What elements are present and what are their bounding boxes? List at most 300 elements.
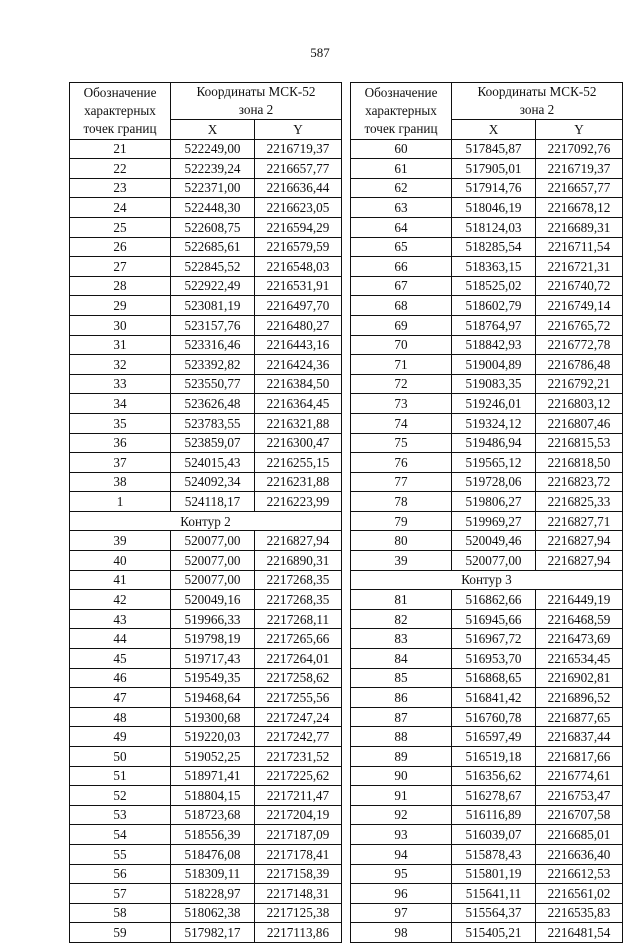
table-row — [351, 355, 623, 375]
table-row — [70, 864, 342, 884]
point-cell: 59 — [70, 923, 171, 943]
point-cell: 54 — [70, 825, 171, 845]
point-cell: 75 — [351, 433, 452, 453]
table-row — [351, 472, 623, 492]
point-cell: 91 — [351, 786, 452, 806]
y-coordinate-cell: 2216424,36 — [255, 355, 342, 375]
x-coordinate-cell: 519220,03 — [171, 727, 255, 747]
table-row — [351, 688, 623, 708]
point-cell: 79 — [351, 511, 452, 531]
y-coordinate-cell: 2216786,48 — [536, 355, 623, 375]
table-row — [351, 649, 623, 669]
point-cell: 22 — [70, 159, 171, 179]
x-coordinate-cell: 516278,67 — [452, 786, 536, 806]
x-coordinate-cell: 519966,33 — [171, 609, 255, 629]
x-coordinate-cell: 524092,34 — [171, 472, 255, 492]
coordinate-system-header: Координаты МСК-52 зона 2 — [452, 83, 623, 120]
y-coordinate-cell: 2216890,31 — [255, 551, 342, 571]
table-row — [351, 747, 623, 767]
x-coordinate-cell: 518525,02 — [452, 276, 536, 296]
y-coordinate-cell: 2216685,01 — [536, 825, 623, 845]
x-coordinate-cell: 520077,00 — [171, 551, 255, 571]
x-coordinate-cell: 518285,54 — [452, 237, 536, 257]
page-number: 587 — [310, 45, 330, 60]
x-coordinate-cell: 523626,48 — [171, 394, 255, 414]
point-cell: 72 — [351, 374, 452, 394]
x-coordinate-cell: 519468,64 — [171, 688, 255, 708]
table-row — [70, 551, 342, 571]
y-coordinate-cell: 2216753,47 — [536, 786, 623, 806]
x-column-header: X — [452, 120, 536, 140]
x-coordinate-cell: 518062,38 — [171, 903, 255, 923]
y-coordinate-cell: 2216827,94 — [536, 531, 623, 551]
x-coordinate-cell: 518602,79 — [452, 296, 536, 316]
table-row — [70, 315, 342, 335]
table-row — [351, 707, 623, 727]
x-coordinate-cell: 518124,03 — [452, 217, 536, 237]
x-coordinate-cell: 518723,68 — [171, 805, 255, 825]
table-row — [70, 257, 342, 277]
point-cell: 90 — [351, 766, 452, 786]
y-coordinate-cell: 2216321,88 — [255, 413, 342, 433]
point-cell: 61 — [351, 159, 452, 179]
y-coordinate-cell: 2216579,59 — [255, 237, 342, 257]
point-cell: 62 — [351, 178, 452, 198]
point-cell: 41 — [70, 570, 171, 590]
x-coordinate-cell: 519486,94 — [452, 433, 536, 453]
table-row — [351, 629, 623, 649]
point-cell: 39 — [351, 551, 452, 571]
x-coordinate-cell: 522249,00 — [171, 139, 255, 159]
point-cell: 40 — [70, 551, 171, 571]
point-cell: 31 — [70, 335, 171, 355]
table-row — [351, 335, 623, 355]
point-cell: 51 — [70, 766, 171, 786]
y-coordinate-cell: 2216561,02 — [536, 884, 623, 904]
table-row — [70, 609, 342, 629]
x-coordinate-cell: 516597,49 — [452, 727, 536, 747]
x-coordinate-cell: 518764,97 — [452, 315, 536, 335]
point-cell: 42 — [70, 590, 171, 610]
point-cell: 38 — [70, 472, 171, 492]
table-row — [70, 276, 342, 296]
table-row — [351, 923, 623, 943]
point-cell: 45 — [70, 649, 171, 669]
table-row — [351, 394, 623, 414]
point-cell: 23 — [70, 178, 171, 198]
x-coordinate-cell: 523081,19 — [171, 296, 255, 316]
point-cell: 44 — [70, 629, 171, 649]
y-coordinate-cell: 2217247,24 — [255, 707, 342, 727]
table-row — [351, 257, 623, 277]
y-coordinate-cell: 2217148,31 — [255, 884, 342, 904]
y-coordinate-cell: 2216481,54 — [536, 923, 623, 943]
x-coordinate-cell: 522371,00 — [171, 178, 255, 198]
x-coordinate-cell: 517914,76 — [452, 178, 536, 198]
table-row — [70, 159, 342, 179]
table-row — [351, 766, 623, 786]
x-coordinate-cell: 518046,19 — [452, 198, 536, 218]
y-coordinate-cell: 2217264,01 — [255, 649, 342, 669]
point-cell: 55 — [70, 844, 171, 864]
y-coordinate-cell: 2216774,61 — [536, 766, 623, 786]
point-cell: 30 — [70, 315, 171, 335]
x-coordinate-cell: 520077,00 — [171, 531, 255, 551]
point-cell: 27 — [70, 257, 171, 277]
point-cell: 88 — [351, 727, 452, 747]
x-coordinate-cell: 522685,61 — [171, 237, 255, 257]
y-coordinate-cell: 2217242,77 — [255, 727, 342, 747]
y-coordinate-cell: 2216657,77 — [255, 159, 342, 179]
x-coordinate-cell: 519300,68 — [171, 707, 255, 727]
y-coordinate-cell: 2217231,52 — [255, 747, 342, 767]
y-coordinate-cell: 2216497,70 — [255, 296, 342, 316]
table-row — [70, 453, 342, 473]
x-coordinate-cell: 518842,93 — [452, 335, 536, 355]
x-coordinate-cell: 516039,07 — [452, 825, 536, 845]
point-cell: 52 — [70, 786, 171, 806]
table-row — [70, 198, 342, 218]
point-cell: 34 — [70, 394, 171, 414]
y-coordinate-cell: 2216719,37 — [536, 159, 623, 179]
table-row — [70, 139, 342, 159]
table-row — [70, 629, 342, 649]
x-coordinate-cell: 524015,43 — [171, 453, 255, 473]
table-row — [351, 825, 623, 845]
y-coordinate-cell: 2216636,40 — [536, 844, 623, 864]
table-row — [70, 844, 342, 864]
y-coordinate-cell: 2216657,77 — [536, 178, 623, 198]
point-cell: 84 — [351, 649, 452, 669]
x-coordinate-cell: 516945,66 — [452, 609, 536, 629]
point-cell: 68 — [351, 296, 452, 316]
y-coordinate-cell: 2216689,31 — [536, 217, 623, 237]
table-row — [70, 531, 342, 551]
y-coordinate-cell: 2216807,46 — [536, 413, 623, 433]
point-cell: 24 — [70, 198, 171, 218]
point-cell: 94 — [351, 844, 452, 864]
point-cell: 93 — [351, 825, 452, 845]
x-coordinate-cell: 516519,18 — [452, 747, 536, 767]
y-coordinate-cell: 2217265,66 — [255, 629, 342, 649]
point-cell: 25 — [70, 217, 171, 237]
y-column-header: Y — [255, 120, 342, 140]
point-cell: 1 — [70, 492, 171, 512]
point-cell: 81 — [351, 590, 452, 610]
left-table-body — [70, 139, 342, 942]
coordinates-table-right — [350, 82, 623, 943]
point-cell: 65 — [351, 237, 452, 257]
table-row — [70, 394, 342, 414]
y-coordinate-cell: 2216827,94 — [536, 551, 623, 571]
y-coordinate-cell: 2217258,62 — [255, 668, 342, 688]
table-row — [351, 531, 623, 551]
x-coordinate-cell: 518476,08 — [171, 844, 255, 864]
x-coordinate-cell: 523392,82 — [171, 355, 255, 375]
point-cell: 50 — [70, 747, 171, 767]
contour-label: Контур 2 — [70, 511, 342, 531]
x-coordinate-cell: 519806,27 — [452, 492, 536, 512]
point-cell: 69 — [351, 315, 452, 335]
point-cell: 82 — [351, 609, 452, 629]
x-coordinate-cell: 523316,46 — [171, 335, 255, 355]
table-row — [351, 159, 623, 179]
x-coordinate-cell: 516953,70 — [452, 649, 536, 669]
table-row — [351, 786, 623, 806]
table-row — [351, 237, 623, 257]
table-row — [351, 139, 623, 159]
x-coordinate-cell: 516841,42 — [452, 688, 536, 708]
y-coordinate-cell: 2216473,69 — [536, 629, 623, 649]
x-coordinate-cell: 520049,46 — [452, 531, 536, 551]
y-coordinate-cell: 2216531,91 — [255, 276, 342, 296]
point-cell: 70 — [351, 335, 452, 355]
table-row — [351, 903, 623, 923]
x-coordinate-cell: 522922,49 — [171, 276, 255, 296]
table-row — [70, 374, 342, 394]
table-row — [70, 433, 342, 453]
y-coordinate-cell: 2216817,66 — [536, 747, 623, 767]
y-coordinate-cell: 2217204,19 — [255, 805, 342, 825]
point-cell: 97 — [351, 903, 452, 923]
table-row — [70, 903, 342, 923]
table-row — [351, 864, 623, 884]
x-coordinate-cell: 524118,17 — [171, 492, 255, 512]
point-cell: 60 — [351, 139, 452, 159]
x-coordinate-cell: 520077,00 — [452, 551, 536, 571]
point-cell: 98 — [351, 923, 452, 943]
table-row — [70, 296, 342, 316]
contour-section-row — [70, 511, 342, 531]
table-row — [70, 923, 342, 943]
y-coordinate-cell: 2217268,35 — [255, 590, 342, 610]
x-coordinate-cell: 519052,25 — [171, 747, 255, 767]
table-row — [351, 492, 623, 512]
point-cell: 37 — [70, 453, 171, 473]
x-coordinate-cell: 522608,75 — [171, 217, 255, 237]
x-coordinate-cell: 523783,55 — [171, 413, 255, 433]
table-row — [70, 668, 342, 688]
y-coordinate-cell: 2216364,45 — [255, 394, 342, 414]
point-cell: 96 — [351, 884, 452, 904]
y-coordinate-cell: 2217187,09 — [255, 825, 342, 845]
x-coordinate-cell: 519728,06 — [452, 472, 536, 492]
x-coordinate-cell: 518804,15 — [171, 786, 255, 806]
table-row — [351, 296, 623, 316]
point-cell: 57 — [70, 884, 171, 904]
point-cell: 32 — [70, 355, 171, 375]
table-row — [70, 237, 342, 257]
point-cell: 86 — [351, 688, 452, 708]
point-cell: 74 — [351, 413, 452, 433]
point-cell: 49 — [70, 727, 171, 747]
y-coordinate-cell: 2217158,39 — [255, 864, 342, 884]
point-cell: 48 — [70, 707, 171, 727]
y-coordinate-cell: 2216443,16 — [255, 335, 342, 355]
y-coordinate-cell: 2217268,35 — [255, 570, 342, 590]
y-coordinate-cell: 2217125,38 — [255, 903, 342, 923]
point-cell: 71 — [351, 355, 452, 375]
y-coordinate-cell: 2216719,37 — [255, 139, 342, 159]
table-row — [351, 609, 623, 629]
y-coordinate-cell: 2216707,58 — [536, 805, 623, 825]
x-coordinate-cell: 520049,16 — [171, 590, 255, 610]
x-coordinate-cell: 518363,15 — [452, 257, 536, 277]
table-row — [70, 786, 342, 806]
coordinate-system-header: Координаты МСК-52 зона 2 — [171, 83, 342, 120]
x-coordinate-cell: 522239,24 — [171, 159, 255, 179]
y-coordinate-cell: 2217255,56 — [255, 688, 342, 708]
table-row — [351, 276, 623, 296]
x-coordinate-cell: 517982,17 — [171, 923, 255, 943]
y-coordinate-cell: 2216449,19 — [536, 590, 623, 610]
y-coordinate-cell: 2216792,21 — [536, 374, 623, 394]
y-coordinate-cell: 2216823,72 — [536, 472, 623, 492]
y-coordinate-cell: 2216534,45 — [536, 649, 623, 669]
table-row — [351, 511, 623, 531]
table-row — [351, 727, 623, 747]
table-row — [70, 492, 342, 512]
table-row — [351, 551, 623, 571]
point-cell: 67 — [351, 276, 452, 296]
x-column-header: X — [171, 120, 255, 140]
x-coordinate-cell: 516967,72 — [452, 629, 536, 649]
point-cell: 47 — [70, 688, 171, 708]
y-coordinate-cell: 2216815,53 — [536, 433, 623, 453]
x-coordinate-cell: 515641,11 — [452, 884, 536, 904]
point-cell: 35 — [70, 413, 171, 433]
point-cell: 80 — [351, 531, 452, 551]
point-cell: 56 — [70, 864, 171, 884]
point-cell: 95 — [351, 864, 452, 884]
y-coordinate-cell: 2216612,53 — [536, 864, 623, 884]
x-coordinate-cell: 523859,07 — [171, 433, 255, 453]
y-coordinate-cell: 2216480,27 — [255, 315, 342, 335]
table-row — [351, 590, 623, 610]
y-coordinate-cell: 2216749,14 — [536, 296, 623, 316]
point-cell: 29 — [70, 296, 171, 316]
y-coordinate-cell: 2216827,71 — [536, 511, 623, 531]
y-coordinate-cell: 2216535,83 — [536, 903, 623, 923]
x-coordinate-cell: 516116,89 — [452, 805, 536, 825]
table-row — [70, 805, 342, 825]
y-coordinate-cell: 2216678,12 — [536, 198, 623, 218]
point-cell: 92 — [351, 805, 452, 825]
table-row — [351, 844, 623, 864]
point-designation-header: Обозначение характерных точек границ — [70, 83, 171, 140]
point-cell: 46 — [70, 668, 171, 688]
y-coordinate-cell: 2216827,94 — [255, 531, 342, 551]
y-coordinate-cell: 2217113,86 — [255, 923, 342, 943]
contour-section-row — [351, 570, 623, 590]
y-coordinate-cell: 2217092,76 — [536, 139, 623, 159]
x-coordinate-cell: 522448,30 — [171, 198, 255, 218]
y-coordinate-cell: 2216765,72 — [536, 315, 623, 335]
table-row — [70, 747, 342, 767]
point-cell: 39 — [70, 531, 171, 551]
y-coordinate-cell: 2216711,54 — [536, 237, 623, 257]
table-row — [70, 217, 342, 237]
point-cell: 21 — [70, 139, 171, 159]
x-coordinate-cell: 515405,21 — [452, 923, 536, 943]
table-row — [351, 413, 623, 433]
y-column-header: Y — [536, 120, 623, 140]
point-cell: 36 — [70, 433, 171, 453]
y-coordinate-cell: 2216803,12 — [536, 394, 623, 414]
x-coordinate-cell: 520077,00 — [171, 570, 255, 590]
table-row — [351, 198, 623, 218]
point-cell: 58 — [70, 903, 171, 923]
table-row — [70, 570, 342, 590]
table-row — [351, 453, 623, 473]
y-coordinate-cell: 2217268,11 — [255, 609, 342, 629]
point-cell: 76 — [351, 453, 452, 473]
table-row — [351, 374, 623, 394]
x-coordinate-cell: 522845,52 — [171, 257, 255, 277]
table-row — [70, 472, 342, 492]
point-cell: 73 — [351, 394, 452, 414]
y-coordinate-cell: 2216384,50 — [255, 374, 342, 394]
table-row — [70, 688, 342, 708]
x-coordinate-cell: 515564,37 — [452, 903, 536, 923]
x-coordinate-cell: 519717,43 — [171, 649, 255, 669]
point-cell: 83 — [351, 629, 452, 649]
y-coordinate-cell: 2216300,47 — [255, 433, 342, 453]
x-coordinate-cell: 519324,12 — [452, 413, 536, 433]
point-cell: 89 — [351, 747, 452, 767]
table-row — [70, 766, 342, 786]
x-coordinate-cell: 516356,62 — [452, 766, 536, 786]
point-cell: 64 — [351, 217, 452, 237]
table-row — [70, 335, 342, 355]
y-coordinate-cell: 2216231,88 — [255, 472, 342, 492]
x-coordinate-cell: 516868,65 — [452, 668, 536, 688]
y-coordinate-cell: 2216896,52 — [536, 688, 623, 708]
table-row — [351, 805, 623, 825]
table-row — [70, 727, 342, 747]
y-coordinate-cell: 2216255,15 — [255, 453, 342, 473]
y-coordinate-cell: 2216818,50 — [536, 453, 623, 473]
y-coordinate-cell: 2216772,78 — [536, 335, 623, 355]
y-coordinate-cell: 2217211,47 — [255, 786, 342, 806]
point-cell: 53 — [70, 805, 171, 825]
x-coordinate-cell: 516760,78 — [452, 707, 536, 727]
point-cell: 87 — [351, 707, 452, 727]
point-cell: 33 — [70, 374, 171, 394]
x-coordinate-cell: 518228,97 — [171, 884, 255, 904]
point-cell: 66 — [351, 257, 452, 277]
x-coordinate-cell: 517845,87 — [452, 139, 536, 159]
x-coordinate-cell: 519549,35 — [171, 668, 255, 688]
x-coordinate-cell: 517905,01 — [452, 159, 536, 179]
x-coordinate-cell: 523157,76 — [171, 315, 255, 335]
y-coordinate-cell: 2216902,81 — [536, 668, 623, 688]
y-coordinate-cell: 2217178,41 — [255, 844, 342, 864]
y-coordinate-cell: 2216825,33 — [536, 492, 623, 512]
x-coordinate-cell: 519969,27 — [452, 511, 536, 531]
y-coordinate-cell: 2216223,99 — [255, 492, 342, 512]
y-coordinate-cell: 2216877,65 — [536, 707, 623, 727]
table-row — [70, 707, 342, 727]
x-coordinate-cell: 519565,12 — [452, 453, 536, 473]
point-cell: 63 — [351, 198, 452, 218]
y-coordinate-cell: 2216548,03 — [255, 257, 342, 277]
table-row — [70, 825, 342, 845]
x-coordinate-cell: 518556,39 — [171, 825, 255, 845]
y-coordinate-cell: 2216721,31 — [536, 257, 623, 277]
table-row — [70, 413, 342, 433]
point-designation-header: Обозначение характерных точек границ — [351, 83, 452, 140]
